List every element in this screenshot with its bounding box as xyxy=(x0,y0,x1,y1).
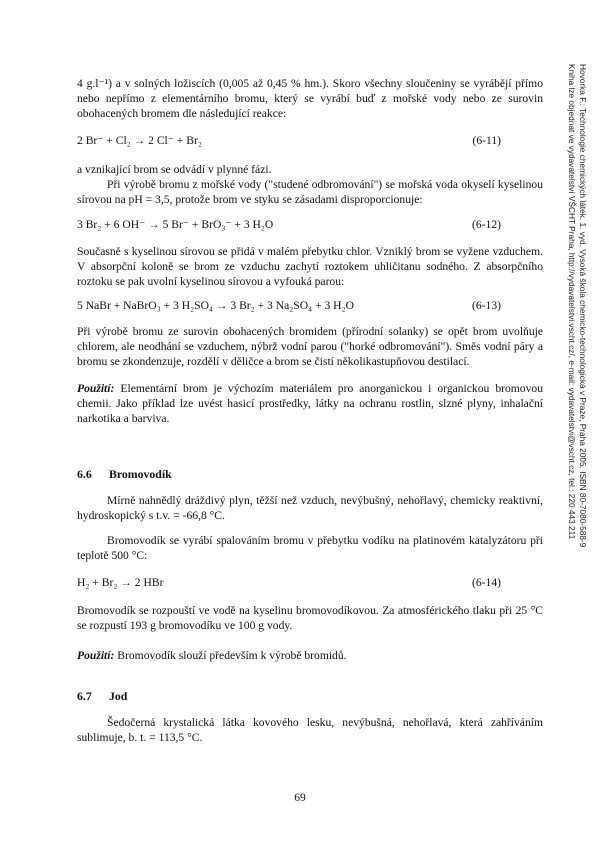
use-label: Použití: xyxy=(77,382,115,395)
section-number: 6.6 xyxy=(77,467,92,481)
paragraph-hbr-properties: Mírně nahnědlý dráždivý plyn, těžší než vzduch, nevýbušný, nehořlavý, chemicky reaktivní, hydroskopický s t.v. = -66,8 °C. xyxy=(77,494,543,522)
equation-number: (6-14) xyxy=(472,576,501,589)
paragraph-absorption: Současně s kyselinou sírovou se přidá v malém přebytku chlor. Vzniklý brom se vyžene vzduchem. V absorpční koloně se brom ze vzduchu zachytí roztokem uhličitanu sodného. Z absorpčního roztoku se pak uvolní kyselinou sírovou a vyfouká parou: xyxy=(77,245,543,288)
section-title: Bromovodík xyxy=(109,467,172,481)
equation-formula: 5 NaBr + NaBrO₃ + 3 H₂SO₄ → 3 Br₂ + 3 Na₂SO₄ + 3 H₂O xyxy=(77,299,354,312)
paragraph-iodine-properties: Šedočerná krystalická látka kovového lesku, nevýbušná, nehořlavá, která zahříváním sublimuje, b. t. = 113,5 °C. xyxy=(77,716,543,744)
equation-6-11 xyxy=(77,133,543,148)
paragraph-hbr-production: Bromovodík se vyrábí spalováním bromu v přebytku vodíku na platinovém katalyzátoru při teplotě 500 °C: xyxy=(77,534,543,562)
use-text: Bromovodík slouží především k výrobě bromidů. xyxy=(117,649,347,662)
equation-number: (6-11) xyxy=(472,134,501,147)
equation-6-14 xyxy=(77,575,543,590)
section-number: 6.7 xyxy=(77,689,92,703)
equation-number: (6-13) xyxy=(472,299,501,312)
equation-number: (6-12) xyxy=(472,218,501,231)
section-heading-6-6 xyxy=(77,467,172,482)
citation-line: Hovorka F.: Technologie chemických látek. 1. vyd. Vysoká škola chemicko-technologická v Praze, Praha 2005. ISBN 80-7080-588-9 xyxy=(578,64,588,548)
equation-formula: 3 Br₂ + 6 OH⁻ → 5 Br⁻ + BrO₃⁻ + 3 H₂O xyxy=(77,218,274,231)
paragraph-hot-debromination: Při výrobě bromu ze surovin obohacených bromidem (přírodní solanky) se opět brom uvolňuje chlorem, ale neodhání se vzduchem, nýbrž vodní parou ("horké odbromování"). Směs vodní páry a bromu se zkondenzuje, rozdělí v děličce a brom se čistí několikastupňovou destilací. xyxy=(77,325,543,368)
paragraph-gas-phase: a vznikající brom se odvádí v plynné fázi. xyxy=(77,163,272,176)
paragraph-hbr-dissolution: Bromovodík se rozpouští ve vodě na kyselinu bromovodíkovou. Za atmosférického tlaku při 25 °C se rozpustí 193 g bromovodíku ve 100 g vody. xyxy=(77,604,543,632)
paragraph-cold-debromination: Při výrobě bromu z mořské vody ("studené odbromování") se mořská voda okyselí kyselinou sírovou na pH = 3,5, protože brom ve styku se zásadami disproporcionuje: xyxy=(77,178,543,206)
ordering-line: Kniha lze objednat ve vydavatelství VŠCHT Praha, http://vydavatelstvi.vscht.cz/, e-mail: vydavatelstvi@vscht.cz, tel.: 220 443 211 xyxy=(567,64,577,540)
page-number: 69 xyxy=(294,791,306,804)
side-citation xyxy=(566,64,588,548)
equation-6-12 xyxy=(77,217,543,232)
section-title: Jod xyxy=(109,689,128,703)
paragraph-hbr-use xyxy=(77,648,543,663)
section-heading-6-7 xyxy=(77,689,127,704)
equation-formula: 2 Br⁻ + Cl₂ → 2 Cl⁻ + Br₂ xyxy=(77,134,202,147)
use-label: Použití: xyxy=(77,649,115,662)
use-text: Elementární brom je výchozím materiálem pro anorganickou i organickou bromovou chemii. Jako příklad lze uvést hasicí prostředky, látky na ochranu rostlin, slzné plyny, inhalační narkotika a barviva. xyxy=(77,382,543,425)
equation-formula: H₂ + Br₂ → 2 HBr xyxy=(77,576,164,589)
paragraph-bromine-sources: 4 g.l⁻¹) a v solných ložiscích (0,005 až 0,45 % hm.). Skoro všechny sloučeniny se vyrábějí přímo nebo nepřímo z elementárního bromu, který se vyrábí buď z mořské vody nebo ze surovin obohacených bromem dle následující reakce: xyxy=(77,77,543,120)
paragraph-bromine-use xyxy=(77,381,543,426)
equation-6-13 xyxy=(77,298,543,313)
